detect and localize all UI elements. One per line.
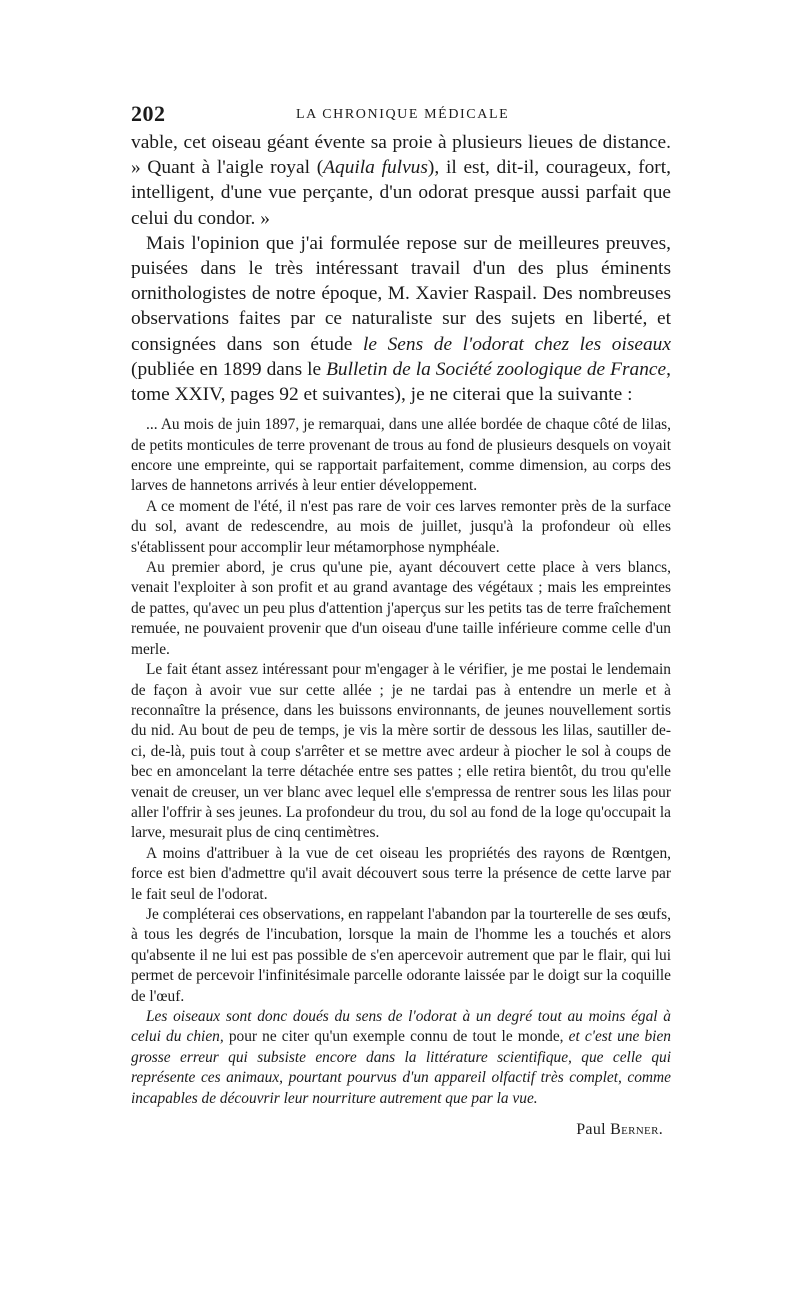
quote-paragraph: ... Au mois de juin 1897, je remarquai, dans une allée bordée de chaque côté de lilas, de petits monticules de terre provenant de trous au fond de plusieurs desquels on voyait encore une empreinte, qui se rapportait parfaitement, comme dimension, au corps des larves de hannetons arrivés à leur entier développement. (131, 416, 671, 495)
page-header (131, 101, 671, 131)
text-run: pour ne citer qu'un exemple connu de tout le monde, (223, 1028, 569, 1046)
author-signature (131, 1121, 671, 1139)
text-run: ), il est, dit-il, courageux, fort, intelligent, d'une vue perçante, d'un odorat presque aussi parfait que celui du condor. » (131, 157, 671, 229)
running-title: LA CHRONIQUE MÉDICALE (296, 107, 510, 122)
block-quote (131, 415, 671, 1109)
bulletin-title: Bulletin de la Société zoologique de France (326, 358, 667, 380)
quote-paragraph: Je compléterai ces observations, en rappelant l'abandon par la tourterelle de ses œufs, à tous les degrés de l'incubation, lorsque la main de l'homme les a touchés et alors qu'absente il ne lui est pas possible de s'en apercevoir autrement que par le flair, qui lui permet de percevoir l'infinitésimale parcelle odorante laissée par le doigt sur la coquille de l'œuf. (131, 905, 672, 1005)
page-number: 202 (131, 101, 166, 126)
italic-run: et c'est une bien grosse erreur qui subsiste encore dans la littérature scientifique, que celle qui représente ces animaux, pourtant pourvus d'un appareil olfactif très complet, comme incapables de découvrir leur nourriture autrement que par la vue. (131, 1028, 671, 1107)
text-body (131, 130, 671, 1139)
quote-paragraph: Au premier abord, je crus qu'une pie, ayant découvert cette place à vers blancs, venait l'exploiter à son profit et au grand avantage des végétaux ; mais les empreintes de pattes, qu'avec un peu plus d'attention j'aperçus sur les petits tas de terre fraîchement remuée, ne pouvaient provenir que d'un oiseau d'une taille inférieure comme celle d'un merle. (131, 559, 671, 658)
text-run: vable, cet oiseau géant évente sa proie à plusieurs lieues de distance. » Quant à l'aigle royal ( (131, 132, 671, 179)
study-title: le Sens de l'odorat chez les oiseaux (363, 333, 671, 355)
species-name: Aquila fulvus (323, 157, 428, 179)
quote-paragraph: Le fait étant assez intéressant pour m'engager à le vérifier, je me postai le lendemain de façon à avoir vue sur cette allée ; je ne tardai pas à entendre un merle et à reconnaître la présence, dans les buissons environnants, de jeunes nouvellement sortis du nid. Au bout de peu de temps, je vis la mère sortir de dessous les lilas, sautiller de-ci, de-là, puis tout à coup s'arrêter et se mettre avec ardeur à piocher le sol à coups de bec en amoncelant la terre détachée entre ses pattes ; elle retira bientôt, du trou qu'elle venait de creuser, un ver blanc avec lequel elle s'empressa de rentrer sous les lilas pour aller l'offrir à ses jeunes. La profondeur du trou, du sol au fond de la loge qu'occupait la larve, mesurait plus de cinq centimètres. (131, 661, 671, 842)
paragraph-continuation (131, 130, 671, 231)
author-first-name: Paul (576, 1121, 611, 1139)
quote-conclusion (131, 1007, 671, 1109)
text-run: (publiée en 1899 dans le (131, 358, 327, 380)
quote-paragraph: A moins d'attribuer à la vue de cet oiseau les propriétés des rayons de Rœntgen, force est bien d'admettre qu'il avait découvert sous terre la présence de cette larve par le fait seul de l'odorat. (131, 844, 671, 903)
paragraph-raspail (131, 231, 671, 407)
author-last-name: Berner. (610, 1121, 663, 1139)
text-run: Mais l'opinion que j'ai formulée repose sur de meilleures preuves, puisées dans le très intéressant travail d'un des plus éminents ornithologistes de notre époque, M. Xavier Raspail. Des nombreuses observations faites par ce naturaliste sur des sujets en liberté, et consignées dans son étude (131, 232, 671, 355)
quote-paragraph: A ce moment de l'été, il n'est pas rare de voir ces larves remonter près de la surface du sol, avant de redescendre, au mois de juillet, jusqu'à la profondeur où elles s'établissent pour accomplir leur métamorphose nymphéale. (131, 497, 671, 556)
italic-run: Les oiseaux sont donc doués du sens de l'odorat à un degré tout au moins égal à celui du chien, (131, 1008, 671, 1046)
text-run: , tome XXIV, pages 92 et suivantes), je ne citerai que la suivante : (131, 358, 671, 406)
